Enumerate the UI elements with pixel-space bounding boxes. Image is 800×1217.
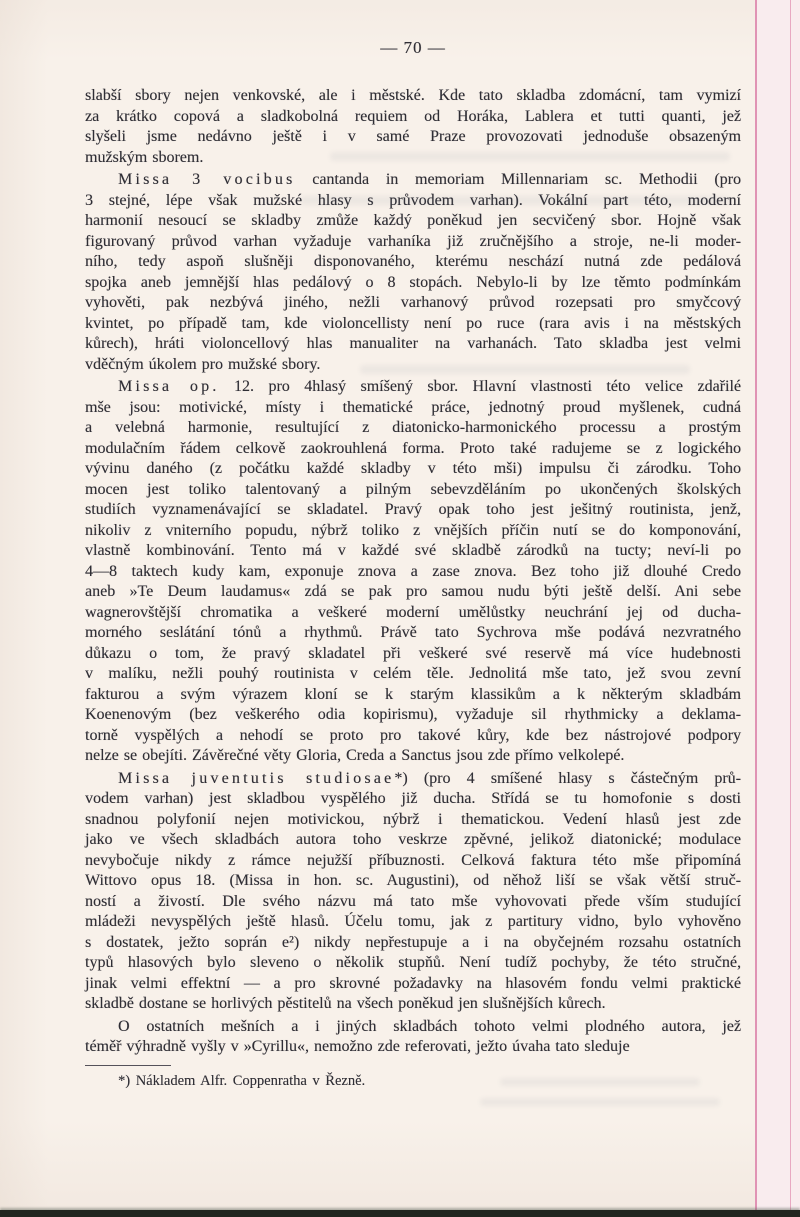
page-number: — 70 —	[380, 38, 446, 57]
text-line: vodem varhan) jest skladbou vyspělého již ducha. Střídá se tu homofonie s dosti	[85, 790, 741, 807]
text-line: Wittovo opus 18. (Missa in hon. sc. Augustini), od něhož liší se však větší struč-	[85, 872, 741, 889]
text-line: fakturou a svým výrazem kloní se k starým klassikům a k některým skladbám	[85, 685, 741, 703]
text-line: slabší sbory nejen venkovské, ale i městské. Kde tato skladba zdomácní, tam vymizí	[85, 87, 741, 104]
text-line: důkazu o tom, že pravý skladatel při veškeré své reservě má více hudebnosti	[85, 644, 741, 662]
text-line: 3 stejné, lépe však mužské hlasy s průvodem varhan). Vokální part této, moderní	[85, 191, 741, 209]
text-line: vývinu daného (z počátku každé skladby v této mši) impulsu či zárodku. Toho	[85, 460, 741, 477]
text-line: vlastně kombinování. Tento má v každé své skladbě zárodků na tucty; neví-li po	[85, 542, 741, 559]
text-line: vyhověti, pak nezbývá jiného, nežli varhanový průvod rozepsati pro smyčcový	[85, 294, 741, 311]
text-line: Koenenovým (bez veškerého odia kopirismu), vyžaduje sil rhythmicky a deklama-	[85, 706, 741, 723]
footnote-separator-rule	[85, 1065, 171, 1066]
footnote-text: *) Nákladem Alfr. Coppenratha v Řezně.	[118, 1072, 366, 1089]
text-line: skladbě dostane se horlivých pěstitelů na všech poněkud jen slušnějších kůrech.	[85, 995, 606, 1012]
text-line: spojka aneb jemnější hlas pedálový o 8 stopách. Nebylo-li by lze těmto podmínkám	[85, 273, 741, 291]
text-line: nelze se obejíti. Závěrečné věty Gloria, Creda a Sanctus jsou zde přímo velkolepé.	[85, 747, 625, 764]
text-line: Missa juventutis studiosae*) (pro 4 smíšené hlasy s částečným prů-	[118, 769, 741, 787]
text-line: morného seslátání tónů a rhythmů. Právě tato Sychrova mše podává nezvratného	[85, 624, 741, 641]
text-line: kůrech), hráti violoncellový hlas manualiter na varhanách. Tato skladba jest velmi	[85, 335, 741, 352]
bleed-through-smudge	[500, 1078, 700, 1086]
text-line: ního, tedy aspoň slušněji disponovaného, kterému neschází nutná zde pedálová	[85, 253, 741, 270]
text-line: nikoliv z vniterního popudu, nýbrž toliko z vnějších příčin nutí se do komponování,	[85, 521, 741, 539]
bleed-through-smudge	[480, 1098, 720, 1106]
scan-edge-bottom	[0, 1210, 800, 1217]
text-line: torně vyspělých a nehodí se proto pro takové kůry, kde bez nástrojové podpory	[85, 726, 741, 744]
paragraph	[85, 769, 741, 1015]
text-line: s dostatek, ježto soprán e²) nikdy nepřestupuje a i na obyčejném rozsahu ostatních	[85, 933, 741, 951]
text-line: modulačním řádem celkově zaokrouhlená forma. Proto také radujeme se z logického	[85, 439, 741, 457]
text-line: figurovaný průvod varhan vyžaduje varhaníka již zručnějšího a stroje, ne-li moder-	[85, 232, 741, 250]
text-line: jinak velmi effektní — a pro skrovné požadavky na hlasovém fondu velmi praktické	[85, 974, 741, 992]
text-line: za krátko copová a sladkobolná requiem od Horáka, Lablera et tutti quanti, jež	[85, 107, 741, 125]
text-line: mše jsou: motivické, místy i thematické práce, jednotný proud myšlenek, cudná	[85, 398, 741, 416]
scan-edge-right	[755, 0, 800, 1217]
text-line: wagnerovštější chromatika a veškeré moderní umělůstky neuchrání jej od ducha-	[85, 603, 741, 621]
text-line: mládeži nevyspělých ještě hlasů. Účelu tomu, jak z partitury vidno, bylo vyhověno	[85, 913, 741, 930]
text-line: O ostatních mešních a i jiných skladbách tohoto velmi plodného autora, jež	[118, 1017, 741, 1035]
text-line: typů hlasových bylo sleveno o několik stupňů. Není tudíž pochyby, že této stručné,	[85, 954, 741, 971]
text-line: vděčným úkolem pro mužské sbory.	[85, 355, 321, 373]
text-line: mužským sborem.	[85, 148, 204, 166]
text-line: ností a živostí. Dle svého názvu má tato mše vyhovovati přede vším studující	[85, 892, 741, 910]
text-line: kvintet, po případě tam, kde violoncellisty není po ruce (rara avis i na městských	[85, 314, 741, 332]
bleed-through-smudge	[300, 196, 730, 205]
bleed-through-smudge	[330, 152, 730, 161]
text-line: a velebná harmonie, resultující z diatonicko-harmonického processu a prostým	[85, 419, 741, 436]
text-line: téměř výhradně vyšly v »Cyrillu«, nemožno zde referovati, ježto úvaha tato sleduje	[85, 1038, 630, 1055]
text-line: jako ve všech skladbách autora toho veskrze zpěvné, jelikož diatonické; modulace	[85, 831, 741, 848]
text-line: harmonií nesoucí se skladby zmůže každý poněkud jen secvičený sbor. Hojně však	[85, 212, 741, 229]
paragraph	[85, 1017, 741, 1058]
text-line: snadnou polyfonií nejen motivickou, nýbrž i thematickou. Vedení hlasů jest zde	[85, 810, 741, 828]
paragraph	[85, 377, 741, 767]
text-line: mocen jest toliko talentovaný a pilným sebevzděláním po ukončených školských	[85, 480, 741, 498]
scan-edge-right-line	[790, 0, 792, 1217]
text-line: v malíku, nežli pouhý routinista v celém těle. Jednolitá mše tato, jež svou zevní	[85, 665, 741, 682]
text-line: nevybočuje nikdy z rámce nejužší příbuznosti. Celková faktura této mše připomíná	[85, 851, 741, 869]
text-line: studiích vyznamenávající se skladatel. Pravý opak toho jest ješitný routinista, jenž,	[85, 501, 741, 518]
text-line: Missa 3 vocibus cantanda in memoriam Millennariam sc. Methodii (pro	[118, 171, 742, 188]
text-line: Missa op. 12. pro 4hlasý smíšený sbor. Hlavní vlastnosti této velice zdařilé	[118, 378, 741, 395]
text-line: 4—8 taktech kudy kam, exponuje znova a zase znova. Bez toho již dlouhé Credo	[85, 562, 741, 580]
text-line: aneb »Te Deum laudamus« zdá se pak pro samou nudu býti ještě delší. Ani sebe	[85, 583, 741, 600]
bleed-through-smudge	[360, 365, 690, 374]
text-line: slyšeli jsme nedávno ještě i v samé Praze provozovati jednoduše obsazeným	[85, 128, 741, 145]
body-text	[85, 86, 741, 1058]
